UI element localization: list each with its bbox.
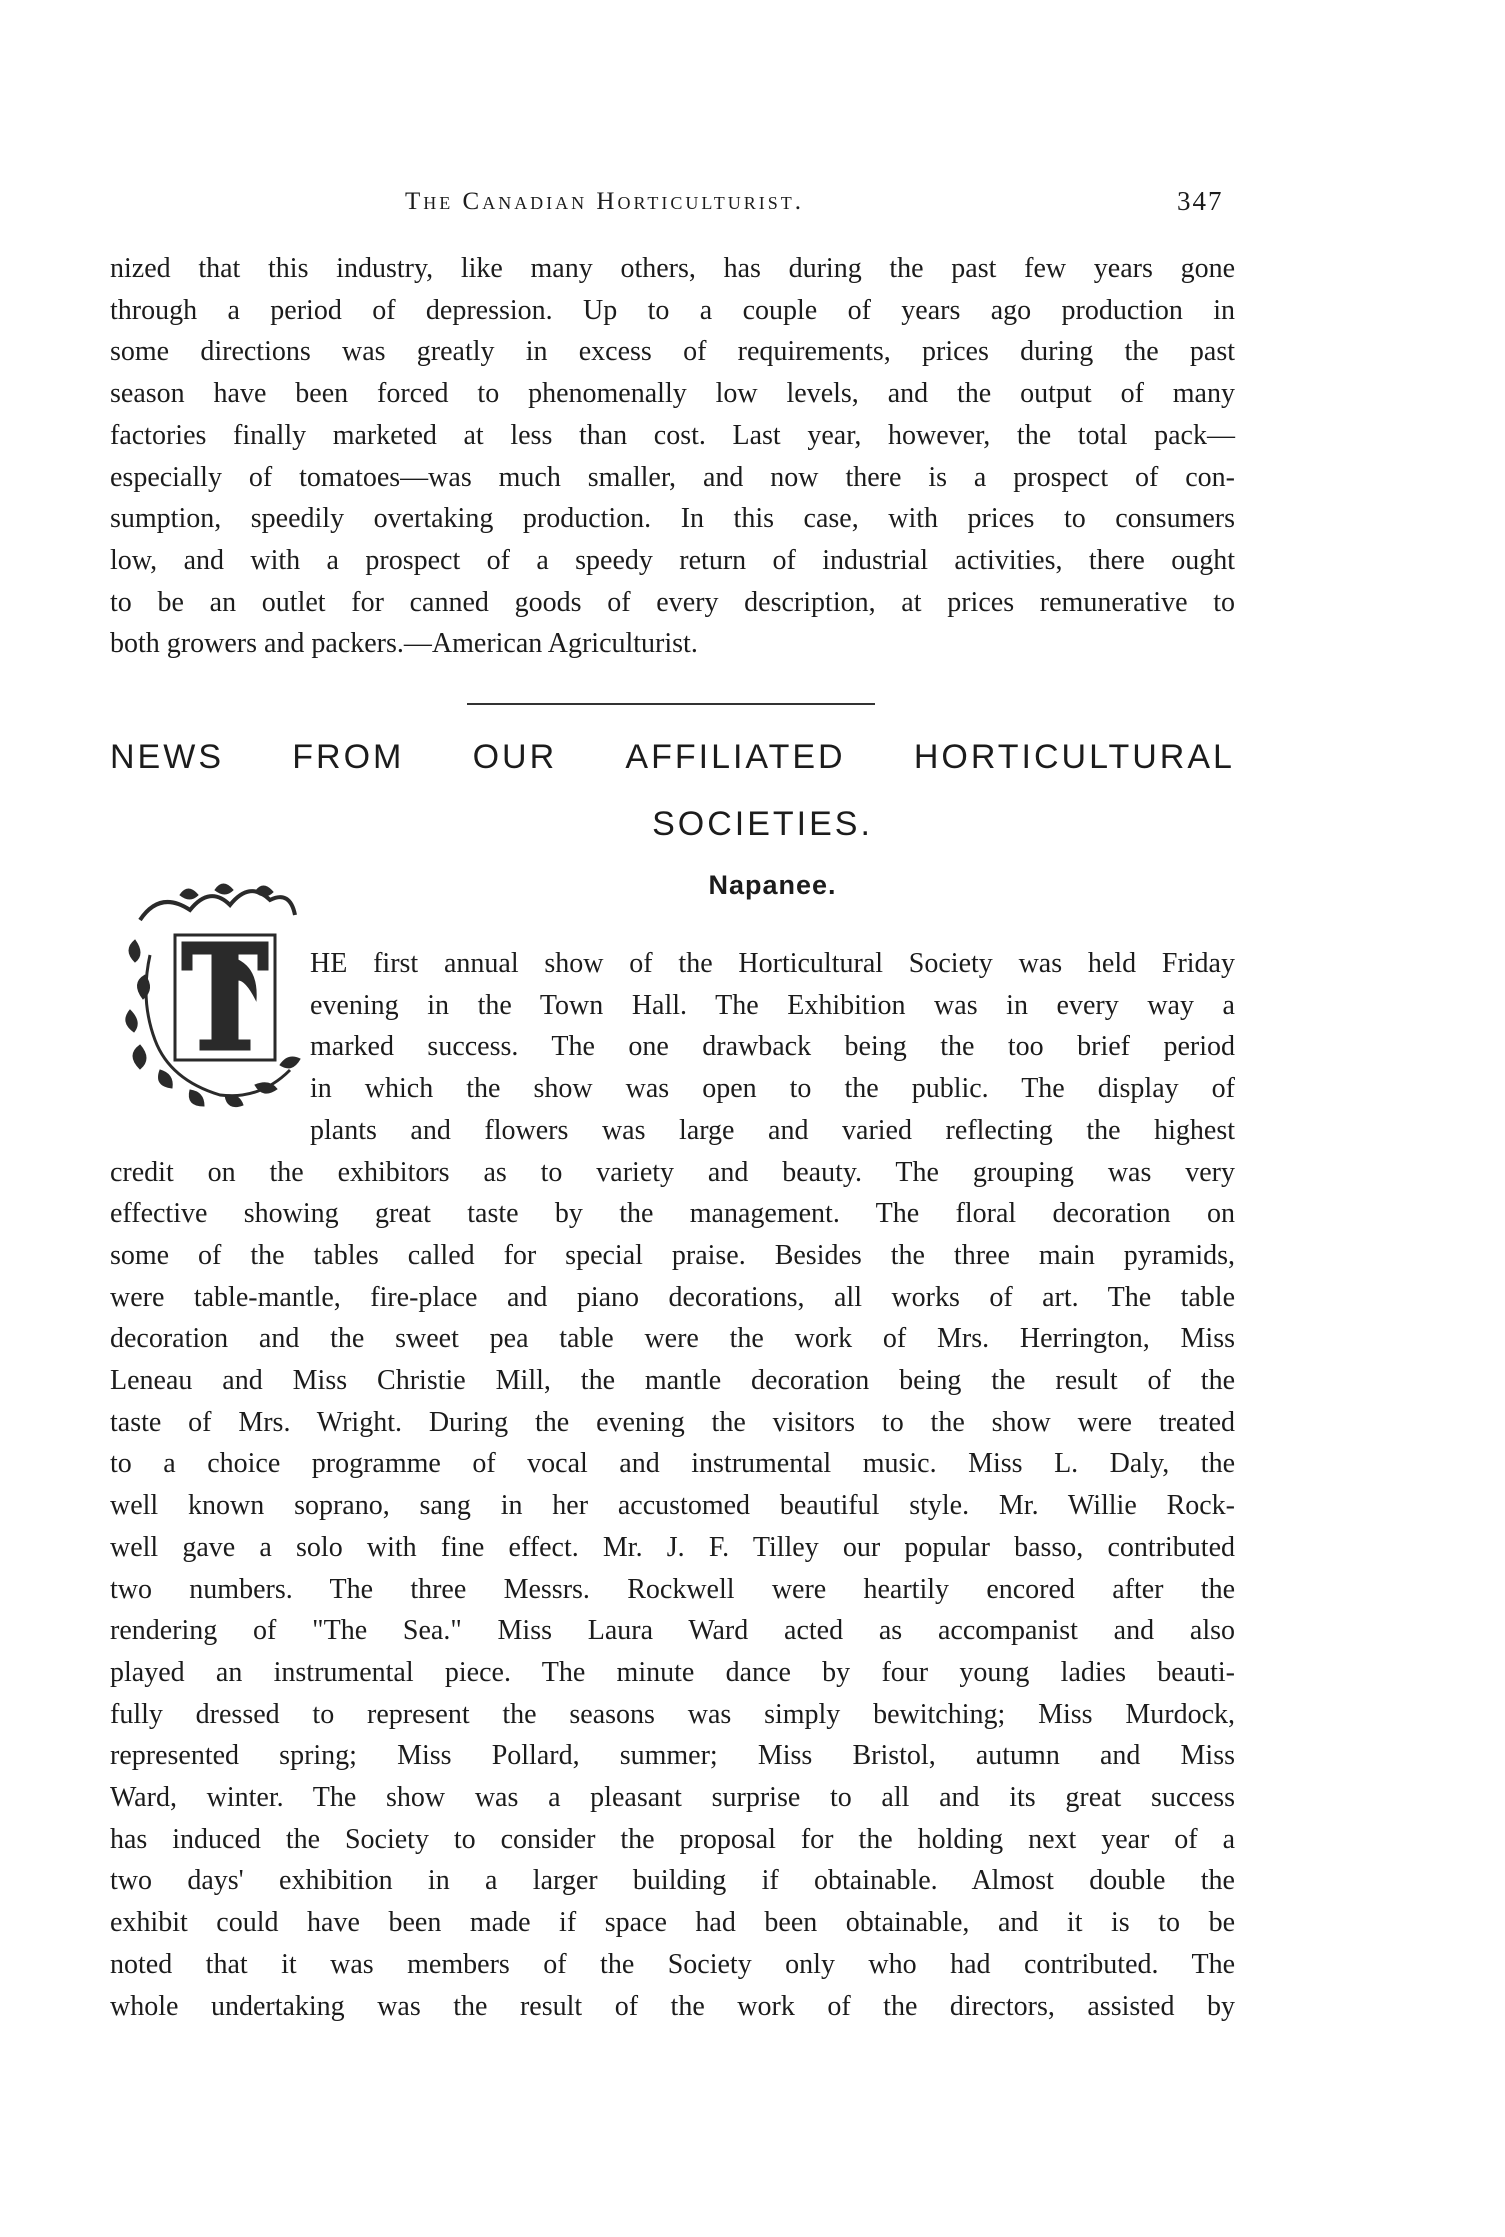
text-line: low, and with a prospect of a speedy return of industrial activities, there ought [110,544,1235,576]
text-line: two days' exhibition in a larger building if obtainable. Almost double the [110,1865,1235,1897]
text-line: whole undertaking was the result of the work of the directors, assisted by [110,1990,1235,2022]
text-line: some of the tables called for special praise. Besides the three main pyramids, [110,1239,1235,1271]
text-line: evening in the Town Hall. The Exhibition was in every way a [310,989,1235,1021]
dropcap-indented-block [110,943,1235,1152]
text-line: both growers and packers.—American Agriculturist. [110,628,698,660]
headline-word: OUR [472,738,558,776]
text-line: played an instrumental piece. The minute dance by four young ladies beauti- [110,1656,1235,1688]
text-line: rendering of "The Sea." Miss Laura Ward acted as accompanist and also [110,1615,1235,1647]
main-paragraph [110,943,1235,2027]
subheading-napanee: Napanee. [708,870,837,900]
headline-word: NEWS [110,738,224,776]
text-line: to a choice programme of vocal and instrumental music. Miss L. Daly, the [110,1448,1235,1480]
section-headline [110,738,1235,777]
text-line: credit on the exhibitors as to variety and beauty. The grouping was very [110,1156,1235,1188]
text-line: fully dressed to represent the seasons was simply bewitching; Miss Murdock, [110,1698,1235,1730]
section-divider-rule [467,703,875,705]
headline-word: HORTICULTURAL [913,738,1235,776]
text-line: Ward, winter. The show was a pleasant surprise to all and its great success [110,1782,1235,1814]
text-line: to be an outlet for canned goods of every description, at prices remunerative to [110,586,1235,618]
text-line: some directions was greatly in excess of requirements, prices during the past [110,336,1235,368]
text-line: well known soprano, sang in her accustomed beautiful style. Mr. Willie Rock- [110,1490,1235,1522]
headline-word: AFFILIATED [625,738,846,776]
running-header-title: The Canadian Horticulturist. [405,188,804,215]
text-line: nized that this industry, like many others, has during the past few years gone [110,253,1235,284]
text-line: plants and flowers was large and varied reflecting the highest [310,1114,1235,1146]
text-line: especially of tomatoes—was much smaller, and now there is a prospect of con- [110,461,1235,493]
text-line: noted that it was members of the Society only who had contributed. The [110,1948,1235,1980]
text-line: effective showing great taste by the management. The floral decoration on [110,1198,1235,1230]
text-line: two numbers. The three Messrs. Rockwell were heartily encored after the [110,1573,1235,1605]
text-line: HE first annual show of the Horticultural Society was held Friday [310,948,1235,979]
text-line: factories finally marketed at less than cost. Last year, however, the total pack— [110,419,1235,451]
text-line: sumption, speedily overtaking production. In this case, with prices to consumers [110,503,1235,535]
headline-word: FROM [292,738,405,776]
text-line: through a period of depression. Up to a couple of years ago production in [110,294,1235,326]
top-paragraph [110,248,1235,665]
text-line: exhibit could have been made if space had been obtainable, and it is to be [110,1907,1235,1939]
text-line: season have been forced to phenomenally low levels, and the output of many [110,378,1235,410]
text-line: were table-mantle, fire-place and piano decorations, all works of art. The table [110,1281,1235,1313]
text-line: taste of Mrs. Wright. During the evening the visitors to the show were treated [110,1406,1235,1438]
text-line: decoration and the sweet pea table were the work of Mrs. Herrington, Miss [110,1323,1235,1355]
section-headline-line-2: SOCIETIES. [652,805,873,843]
text-line: has induced the Society to consider the proposal for the holding next year of a [110,1823,1235,1855]
text-line: marked success. The one drawback being the too brief period [310,1031,1235,1063]
text-line: in which the show was open to the public. The display of [310,1073,1235,1105]
text-line: well gave a solo with fine effect. Mr. J. F. Tilley our popular basso, contributed [110,1531,1235,1563]
page-number: 347 [1177,186,1224,216]
text-line: represented spring; Miss Pollard, summer; Miss Bristol, autumn and Miss [110,1740,1235,1772]
text-line: Leneau and Miss Christie Mill, the mantle decoration being the result of the [110,1365,1235,1397]
